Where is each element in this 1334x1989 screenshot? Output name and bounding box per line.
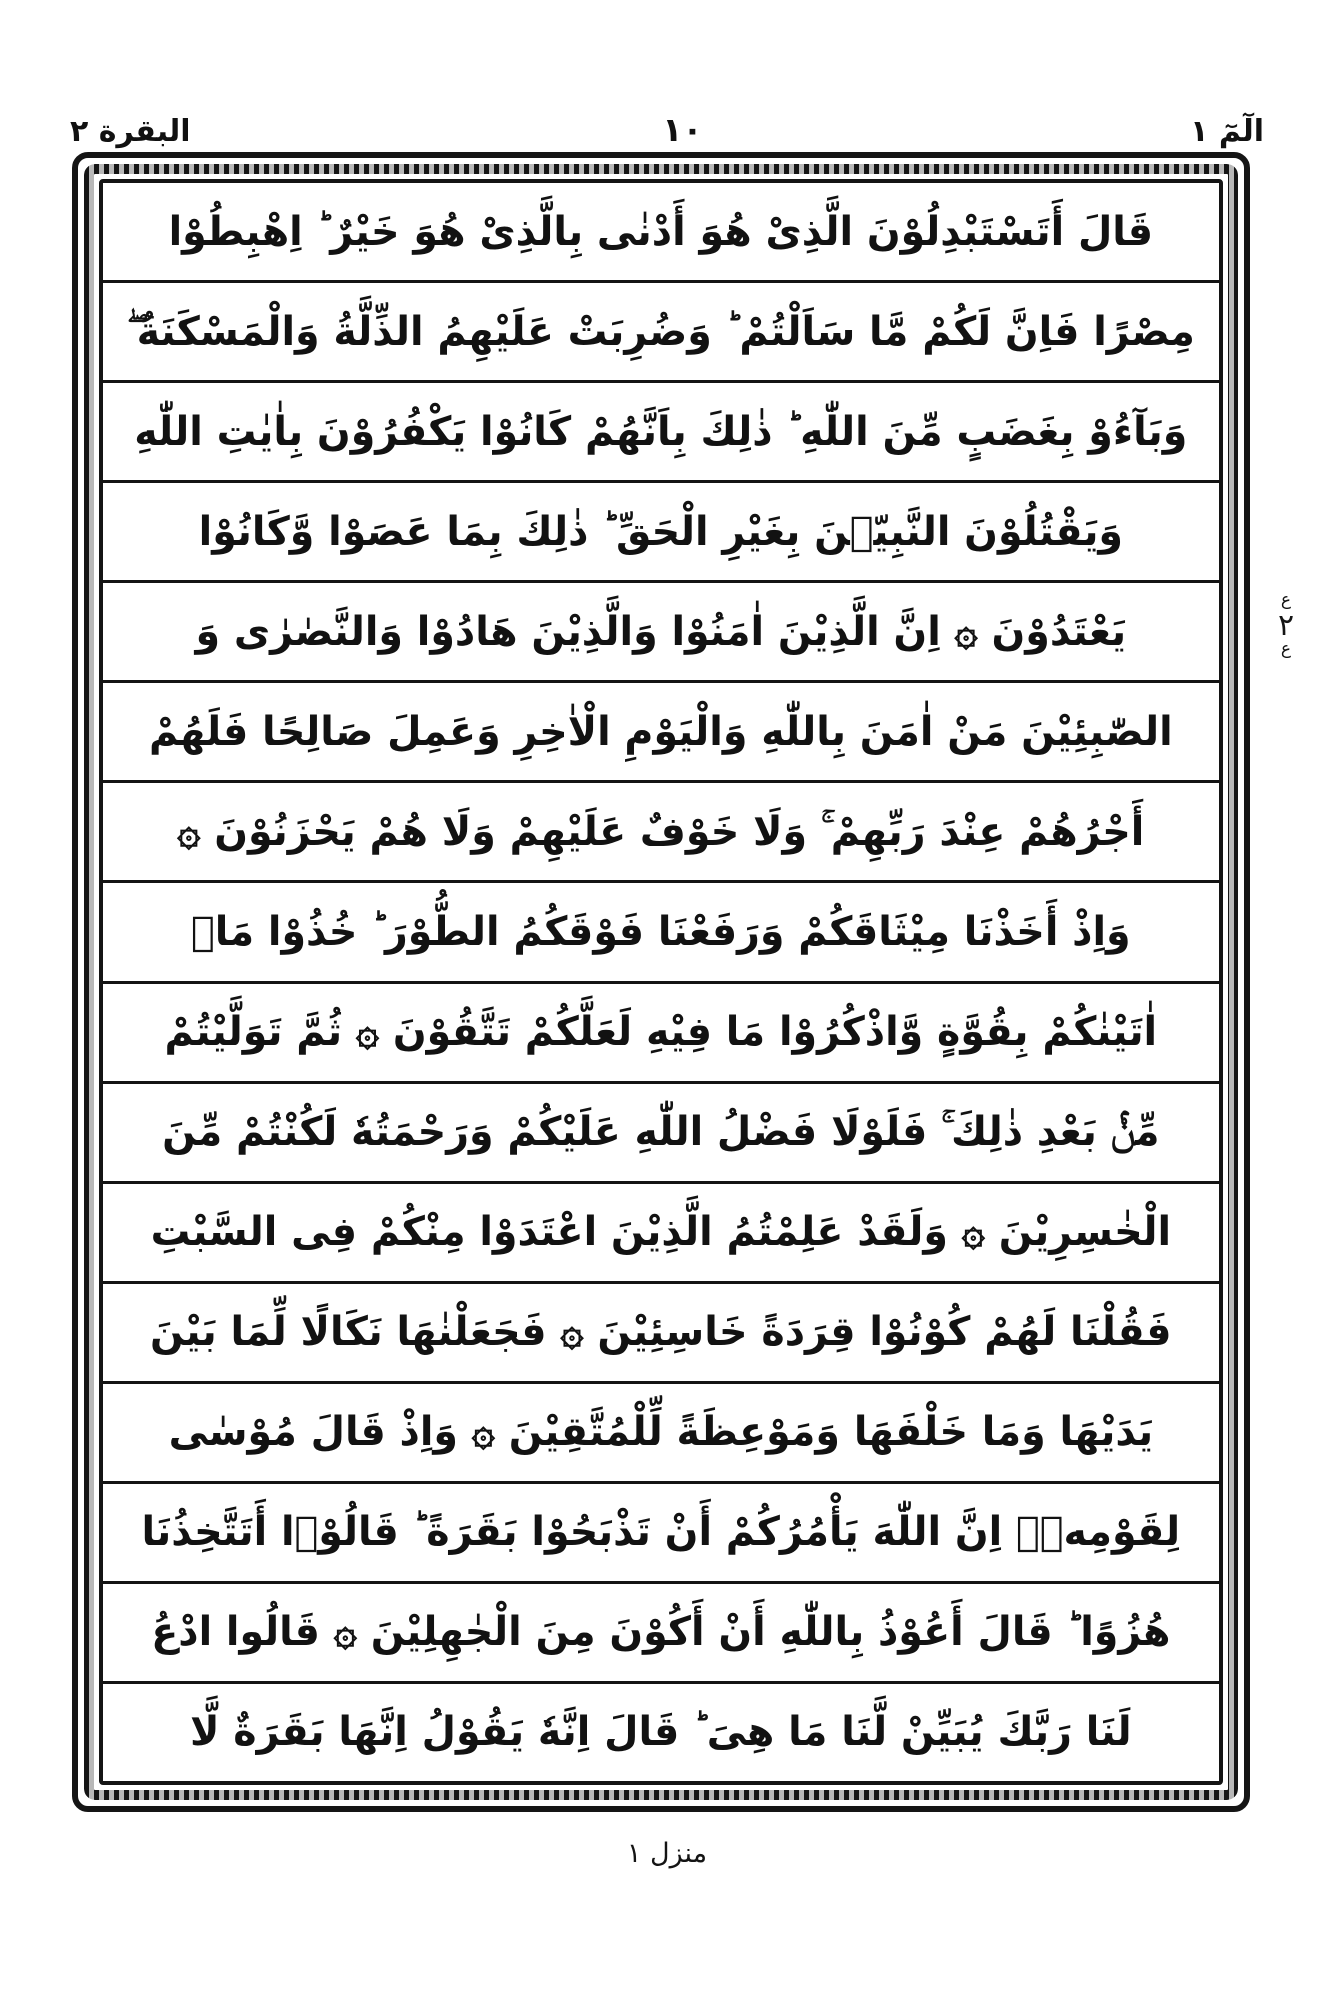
manzil-label: منزل ١ — [626, 1838, 708, 1869]
quran-line-text: مِصْرًا فَاِنَّ لَكُمْ مَّا سَاَلْتُمْ ؕ وَضُرِبَتْ عَلَيْهِمُ الذِّلَّةُ وَالْمَسْكَنَةُ ۖ — [126, 308, 1196, 355]
quran-line — [103, 883, 1219, 983]
quran-line — [103, 583, 1219, 683]
header-juz-label: الٓمٓ ١ — [1190, 114, 1264, 149]
ruku-marker-number: ٢ — [1277, 607, 1295, 643]
ruku-marker-bottom: ع — [1280, 639, 1292, 660]
quran-line-text: الْخٰسِرِيْنَ ۞ وَلَقَدْ عَلِمْتُمُ الَّذِيْنَ اعْتَدَوْا مِنْكُمْ فِى السَّبْتِ — [150, 1209, 1172, 1256]
quran-line-text: وَاِذْ أَخَذْنَا مِيْثَاقَكُمْ وَرَفَعْنَا فَوْقَكُمُ الطُّوْرَ ؕ خُذُوْا مَاۤ — [191, 908, 1131, 955]
quran-line-text: وَبَآءُوْ بِغَضَبٍ مِّنَ اللّٰهِ ؕ ذٰلِكَ بِاَنَّهُمْ كَانُوْا يَكْفُرُوْنَ بِاٰيٰتِ اللّٰهِ — [134, 408, 1188, 455]
quran-line — [103, 1284, 1219, 1384]
page-frame-inner — [99, 179, 1223, 1785]
quran-line — [103, 483, 1219, 583]
quran-line — [103, 283, 1219, 383]
quran-line — [103, 1084, 1219, 1184]
quran-line — [103, 683, 1219, 783]
quran-line — [103, 183, 1219, 283]
ruku-marker-top: ع — [1280, 590, 1292, 610]
quran-line-text: الصّٰبِئِيْنَ مَنْ اٰمَنَ بِاللّٰهِ وَالْيَوْمِ الْاٰخِرِ وَعَمِلَ صَالِحًا فَلَهُمْ — [149, 708, 1173, 755]
quran-line — [103, 1384, 1219, 1484]
quran-line-text: وَيَقْتُلُوْنَ النَّبِيّٖنَ بِغَيْرِ الْحَقِّ ؕ ذٰلِكَ بِمَا عَصَوْا وَّكَانُوْا — [198, 508, 1124, 555]
quran-line — [103, 783, 1219, 883]
quran-line-text: لَنَا رَبَّكَ يُبَيِّنْ لَّنَا مَا هِىَ ؕ قَالَ اِنَّهٗ يَقُوْلُ اِنَّهَا بَقَرَةٌ لَّا — [190, 1709, 1132, 1756]
page-footer — [0, 1838, 1334, 1869]
quran-line — [103, 383, 1219, 483]
quran-line-text: يَعْتَدُوْنَ ۞ اِنَّ الَّذِيْنَ اٰمَنُوْا وَالَّذِيْنَ هَادُوْا وَالنَّصٰرٰى وَ — [195, 608, 1127, 655]
quran-line-text: لِقَوْمِهٖۤ اِنَّ اللّٰهَ يَأْمُرُكُمْ أَنْ تَذْبَحُوْا بَقَرَةً ؕ قَالُوْۤا أَتَتَّخِذُنَا — [141, 1509, 1181, 1556]
quran-line-text: فَقُلْنَا لَهُمْ كُوْنُوْا قِرَدَةً خَاسِئِيْنَ ۞ فَجَعَلْنٰهَا نَكَالًا لِّمَا بَيْنَ — [150, 1309, 1172, 1356]
quran-line-text: أَجْرُهُمْ عِنْدَ رَبِّهِمْ ۚ وَلَا خَوْفٌ عَلَيْهِمْ وَلَا هُمْ يَحْزَنُوْنَ ۞ — [177, 808, 1145, 855]
quran-line — [103, 1184, 1219, 1284]
quran-line — [103, 1484, 1219, 1584]
quran-text-body — [103, 183, 1219, 1781]
quran-line-text: مِّنْۢ بَعْدِ ذٰلِكَ ۚ فَلَوْلَا فَضْلُ اللّٰهِ عَلَيْكُمْ وَرَحْمَتُهٗ لَكُنْتُمْ مِّنَ — [162, 1109, 1160, 1156]
quran-line — [103, 1684, 1219, 1781]
quran-line — [103, 984, 1219, 1084]
page-frame-outer — [72, 152, 1250, 1812]
page-number: ١٠ — [662, 109, 703, 149]
quran-line — [103, 1584, 1219, 1684]
header-surah-label: البقرة ٢ — [70, 114, 191, 149]
quran-line-text: هُزُوًا ؕ قَالَ أَعُوْذُ بِاللّٰهِ أَنْ أَكُوْنَ مِنَ الْجٰهِلِيْنَ ۞ قَالُوا ادْعُ — [151, 1609, 1171, 1656]
quran-line-text: يَدَيْهَا وَمَا خَلْفَهَا وَمَوْعِظَةً لِّلْمُتَّقِيْنَ ۞ وَاِذْ قَالَ مُوْسٰى — [168, 1409, 1154, 1456]
quran-line-text: قَالَ أَتَسْتَبْدِلُوْنَ الَّذِىْ هُوَ أَدْنٰى بِالَّذِىْ هُوَ خَيْرٌ ؕ اِهْبِطُوْا — [168, 208, 1154, 255]
page-header — [70, 86, 1264, 148]
quran-line-text: اٰتَيْنٰكُمْ بِقُوَّةٍ وَّاذْكُرُوْا مَا فِيْهِ لَعَلَّكُمْ تَتَّقُوْنَ ۞ ثُمَّ تَوَلَّيْتُمْ — [164, 1009, 1158, 1056]
ruku-marker — [1256, 592, 1316, 659]
